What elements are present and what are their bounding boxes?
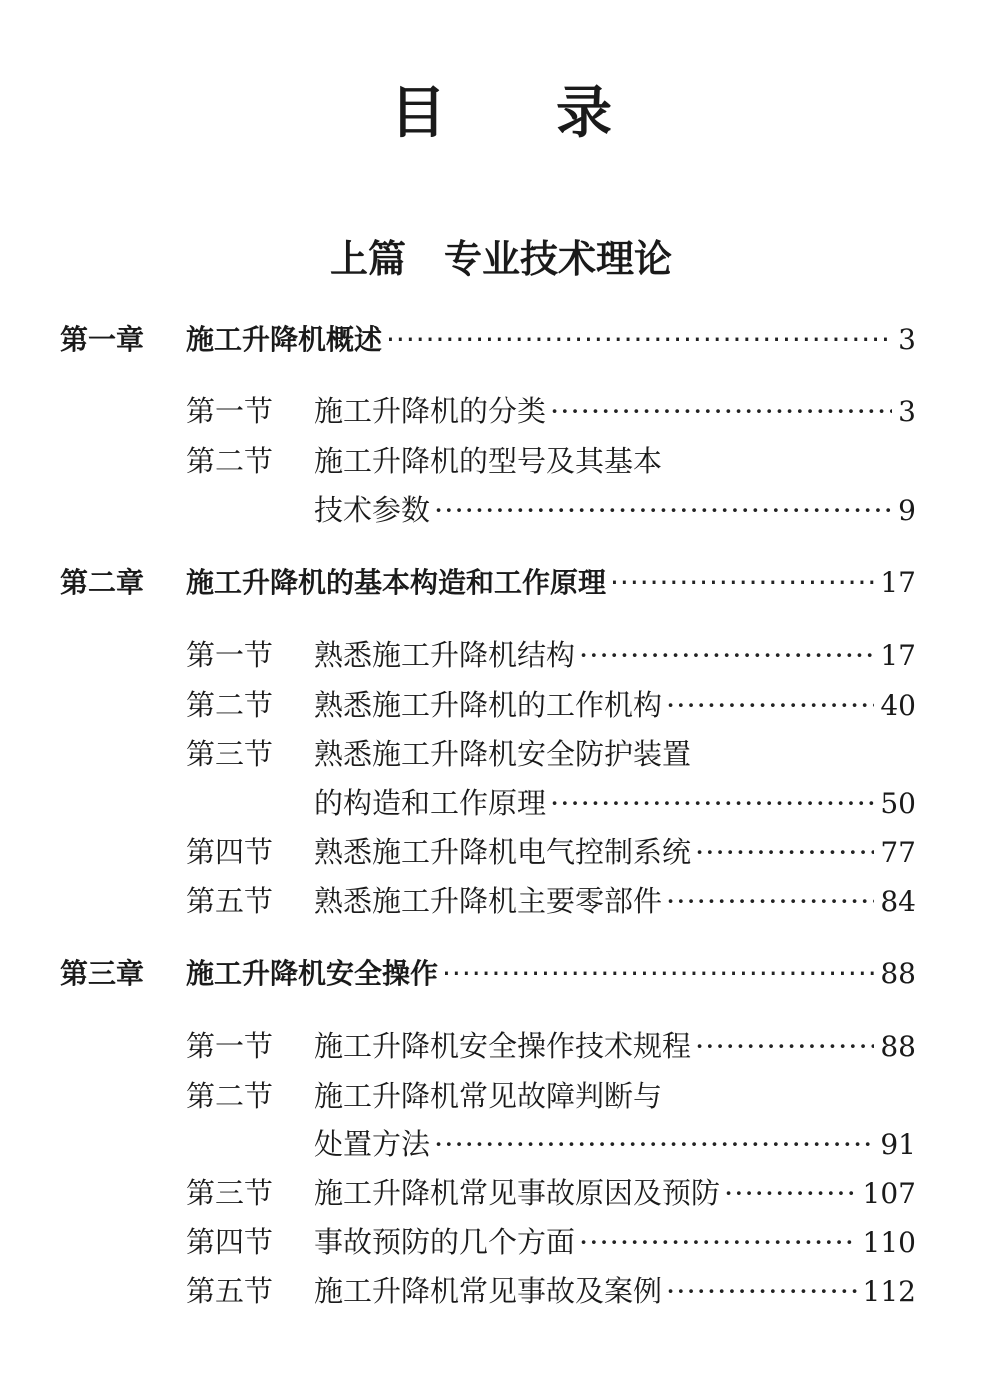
toc-section-3-3[interactable] [186,1173,916,1213]
page-number: 110 [862,1226,916,1259]
dot-leader [695,1026,874,1066]
section-label: 第三节 [186,737,274,771]
section-title-continued: 的构造和工作原理 [314,786,547,820]
section-title: 熟悉施工升降机结构 [314,638,576,672]
toc-section-2-1[interactable] [186,635,916,675]
page-number: 50 [880,787,916,820]
page-number: 77 [880,836,916,869]
toc-section-2-5[interactable] [186,881,916,921]
toc-section-3-4[interactable] [186,1222,916,1262]
page-number: 112 [862,1275,916,1308]
section-title: 施工升降机的分类 [314,394,547,428]
section-title: 熟悉施工升降机主要零部件 [314,884,663,918]
dot-leader [434,490,892,530]
dot-leader [666,685,874,725]
dot-leader [666,1271,857,1311]
section-title: 熟悉施工升降机电气控制系统 [314,835,692,869]
toc-section-2-2[interactable] [186,685,916,725]
page-number: 84 [880,885,916,918]
page-number: 17 [880,639,916,672]
section-label: 第四节 [186,1225,274,1259]
section-title: 施工升降机常见事故原因及预防 [314,1176,721,1210]
chapter-title: 施工升降机的基本构造和工作原理 [186,566,607,599]
toc-chapter-3[interactable] [60,954,916,994]
chapter-label: 第二章 [60,566,145,599]
section-title: 熟悉施工升降机的工作机构 [314,688,663,722]
section-title: 施工升降机常见故障判断与 [314,1079,663,1113]
page-number: 3 [898,395,916,428]
section-label: 第五节 [186,1274,274,1308]
toc-chapter-2[interactable] [60,563,916,603]
dot-leader [695,832,874,872]
dot-leader [579,1222,857,1262]
dot-leader [442,954,874,994]
section-label: 第五节 [186,884,274,918]
toc-section-3-1[interactable] [186,1026,916,1066]
page-number: 88 [880,957,916,990]
toc-section-1-1[interactable] [186,391,916,431]
dot-leader [434,1124,874,1164]
section-title-continued: 处置方法 [314,1127,431,1161]
chapter-title: 施工升降机概述 [186,323,383,356]
chapter-label: 第三章 [60,957,145,990]
dot-leader [386,320,892,360]
toc-chapter-1[interactable] [60,320,916,360]
toc-section-2-4[interactable] [186,832,916,872]
page-title: 目录 [390,81,722,146]
section-label: 第二节 [186,688,274,722]
part-title: 上篇 专业技术理论 [329,237,672,281]
dot-leader [550,391,892,431]
chapter-title: 施工升降机安全操作 [186,957,439,990]
section-title: 施工升降机安全操作技术规程 [314,1029,692,1063]
section-label: 第一节 [186,394,274,428]
toc-section-2-3-continued[interactable] [314,783,916,823]
section-label: 第一节 [186,1029,274,1063]
dot-leader [724,1173,857,1213]
toc-section-2-3[interactable] [186,734,916,774]
page-number: 91 [880,1128,916,1161]
section-title: 熟悉施工升降机安全防护装置 [314,737,692,771]
dot-leader [550,783,874,823]
section-label: 第三节 [186,1176,274,1210]
section-title: 施工升降机常见事故及案例 [314,1274,663,1308]
section-label: 第二节 [186,1079,274,1113]
toc-section-1-2-continued[interactable] [314,490,916,530]
page-number: 3 [898,323,916,356]
dot-leader [666,881,874,921]
section-title: 事故预防的几个方面 [314,1225,576,1259]
toc-section-3-2[interactable] [186,1076,916,1116]
page-number: 9 [898,494,916,527]
chapter-label: 第一章 [60,323,145,356]
section-title-continued: 技术参数 [314,493,431,527]
toc-section-1-2[interactable] [186,441,916,481]
page-number: 88 [880,1030,916,1063]
page-number: 17 [880,566,916,599]
section-label: 第二节 [186,444,274,478]
page-number: 107 [862,1177,916,1210]
page-number: 40 [880,689,916,722]
section-title: 施工升降机的型号及其基本 [314,444,663,478]
toc-section-3-2-continued[interactable] [314,1124,916,1164]
section-label: 第一节 [186,638,274,672]
dot-leader [610,563,874,603]
dot-leader [579,635,874,675]
toc-section-3-5[interactable] [186,1271,916,1311]
section-label: 第四节 [186,835,274,869]
